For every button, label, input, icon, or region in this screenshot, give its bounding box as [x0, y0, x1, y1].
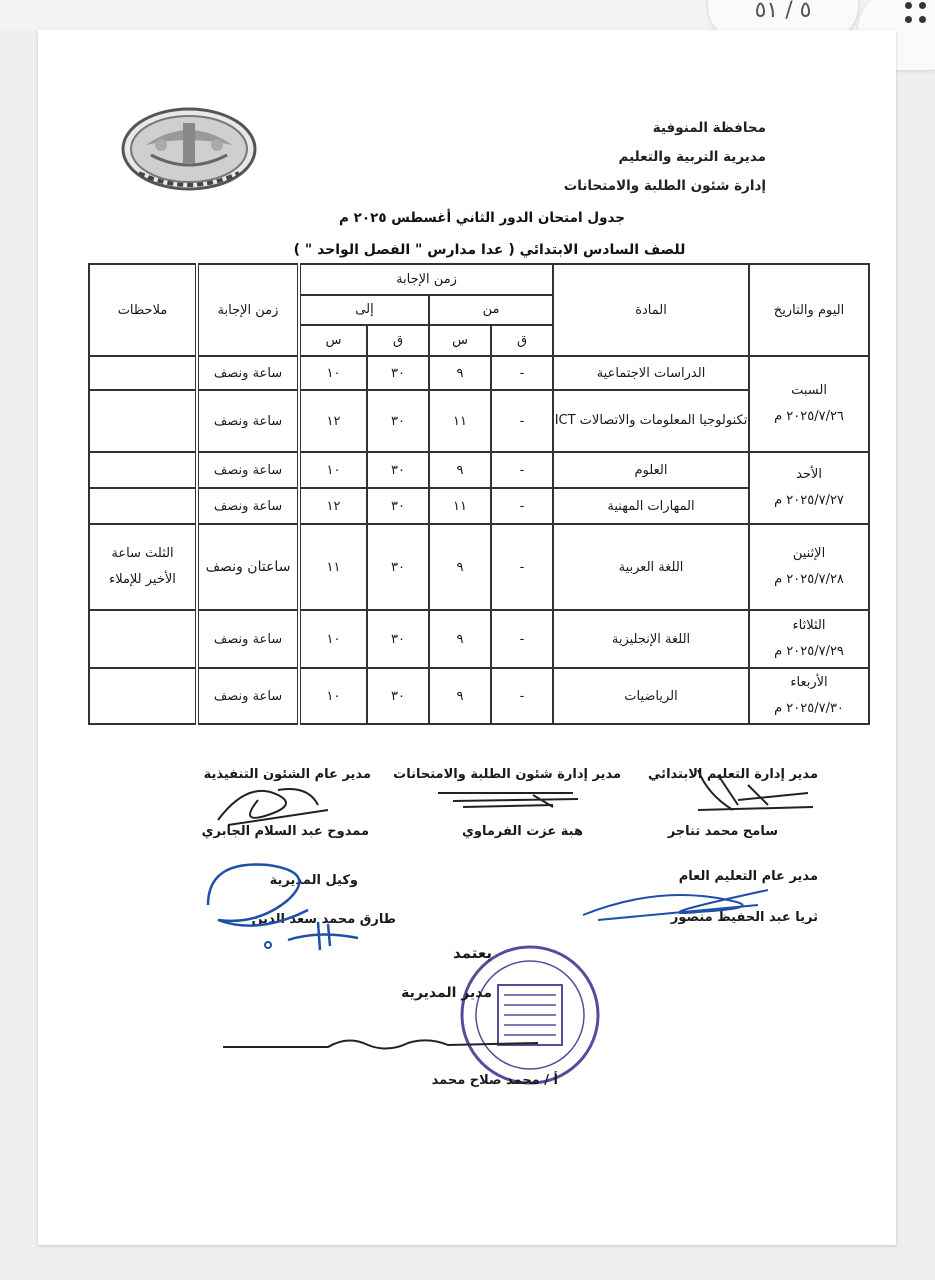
approve-label: يعتمد	[453, 944, 492, 962]
director-name: أ / محمد صلاح محمد	[431, 1073, 558, 1088]
subject-cell: تكنولوجيا المعلومات والاتصالات ICT	[553, 390, 749, 452]
duration-cell: ساعة ونصف	[197, 488, 299, 524]
executive-gm-name: ممدوح عبد السلام الجابري	[201, 824, 369, 839]
from-min-cell: -	[491, 390, 553, 452]
subject-cell: الدراسات الاجتماعية	[553, 356, 749, 390]
subject-cell: العلوم	[553, 452, 749, 488]
to-hour-cell: ١٠	[299, 356, 367, 390]
header-day-date: اليوم والتاريخ	[749, 264, 869, 356]
general-edu-signature	[578, 880, 778, 930]
day-name: السبت	[791, 383, 827, 398]
to-min-cell: ٣٠	[367, 488, 429, 524]
header-to: إلى	[299, 295, 429, 326]
header-time-group: زمن الإجابة	[299, 264, 553, 295]
day-date: ٢٠٢٥/٧/٢٧ م	[774, 493, 844, 508]
executive-gm-title: مدير عام الشئون التنفيذية	[203, 767, 371, 782]
header-from-min: ق	[491, 325, 553, 356]
day-name: الثلاثاء	[792, 618, 826, 633]
day-cell	[749, 452, 869, 524]
page-indicator-text: ٥ / ٥١	[754, 0, 812, 23]
from-hour-cell: ٩	[429, 524, 491, 610]
from-min-cell: -	[491, 668, 553, 724]
schedule-title: جدول امتحان الدور الثاني أغسطس ٢٠٢٥ م	[338, 210, 625, 226]
day-date: ٢٠٢٥/٧/٢٩ م	[774, 644, 844, 659]
from-hour-cell: ٩	[429, 610, 491, 668]
header-to-hour: س	[299, 325, 367, 356]
to-hour-cell: ١٠	[299, 668, 367, 724]
governorate-label: محافظة المنوفية	[652, 120, 766, 136]
to-hour-cell: ١٢	[299, 390, 367, 452]
header-notes: ملاحظات	[89, 264, 197, 356]
deputy-name: طارق محمد سعد الدين	[251, 912, 396, 927]
director-signature	[218, 1025, 538, 1065]
day-cell	[749, 668, 869, 724]
directorate-stamp	[418, 940, 648, 1090]
subject-cell: الرياضيات	[553, 668, 749, 724]
notes-cell	[89, 488, 197, 524]
exam-schedule-table	[88, 263, 870, 725]
duration-cell: ساعة ونصف	[197, 452, 299, 488]
notes-cell	[89, 668, 197, 724]
notes-cell	[89, 356, 197, 390]
duration-cell: ساعة ونصف	[197, 356, 299, 390]
notes-cell	[89, 452, 197, 488]
students-director-title: مدير إدارة شئون الطلبة والامتحانات	[393, 767, 621, 782]
table-row	[89, 452, 869, 488]
duration-cell: ساعة ونصف	[197, 610, 299, 668]
table-row	[89, 668, 869, 724]
to-hour-cell: ١٠	[299, 452, 367, 488]
notes-cell	[89, 390, 197, 452]
subject-cell: المهارات المهنية	[553, 488, 749, 524]
schedule-subtitle: للصف السادس الابتدائي ( عدا مدارس " الفصل الواحد " )	[293, 242, 686, 258]
from-min-cell: -	[491, 524, 553, 610]
to-hour-cell: ١٢	[299, 488, 367, 524]
day-date: ٢٠٢٥/٧/٣٠ م	[774, 701, 844, 716]
day-name: الإثنين	[792, 546, 826, 561]
document-page	[38, 30, 896, 1245]
department-label: إدارة شئون الطلبة والامتحانات	[563, 178, 766, 194]
from-hour-cell: ٩	[429, 668, 491, 724]
header-to-min: ق	[367, 325, 429, 356]
to-min-cell: ٣٠	[367, 356, 429, 390]
subject-cell: اللغة العربية	[553, 524, 749, 610]
general-edu-title: مدير عام التعليم العام	[678, 869, 818, 884]
notes-cell	[89, 610, 197, 668]
to-hour-cell: ١٠	[299, 610, 367, 668]
from-min-cell: -	[491, 488, 553, 524]
header-subject: المادة	[553, 264, 749, 356]
day-cell	[749, 524, 869, 610]
to-min-cell: ٣٠	[367, 524, 429, 610]
day-cell	[749, 610, 869, 668]
day-date: ٢٠٢٥/٧/٢٦ م	[774, 409, 844, 424]
deputy-title: وكيل المديرية	[269, 873, 358, 888]
duration-cell: ساعة ونصف	[197, 390, 299, 452]
primary-director-name: سامح محمد تناجر	[667, 824, 778, 839]
to-min-cell: ٣٠	[367, 610, 429, 668]
to-min-cell: ٣٠	[367, 390, 429, 452]
header-from-hour: س	[429, 325, 491, 356]
directorate-label: مديرية التربية والتعليم	[618, 149, 766, 165]
table-header-row	[89, 264, 869, 295]
primary-director-title: مدير إدارة التعليم الابتدائي	[648, 767, 818, 782]
day-name: الأحد	[796, 467, 822, 482]
general-edu-name: ثريا عبد الحفيظ منصور	[670, 910, 818, 925]
director-title: مدير المديرية	[401, 985, 492, 1001]
from-min-cell: -	[491, 356, 553, 390]
menu-dot	[905, 16, 912, 23]
from-hour-cell: ٩	[429, 452, 491, 488]
to-min-cell: ٣٠	[367, 668, 429, 724]
ministry-logo	[121, 105, 258, 195]
table-row	[89, 524, 869, 610]
to-min-cell: ٣٠	[367, 452, 429, 488]
duration-cell: ساعتان ونصف	[197, 524, 299, 610]
subject-cell: اللغة الإنجليزية	[553, 610, 749, 668]
day-cell	[749, 356, 869, 452]
from-min-cell: -	[491, 452, 553, 488]
table-row	[89, 356, 869, 390]
students-director-signature	[433, 785, 583, 815]
primary-director-signature	[638, 765, 818, 825]
header-duration: زمن الإجابة	[197, 264, 299, 356]
deputy-signature	[198, 850, 378, 960]
from-hour-cell: ١١	[429, 488, 491, 524]
menu-dot	[919, 16, 926, 23]
from-hour-cell: ١١	[429, 390, 491, 452]
header-from: من	[429, 295, 553, 326]
from-hour-cell: ٩	[429, 356, 491, 390]
document-header	[564, 114, 766, 201]
duration-cell: ساعة ونصف	[197, 668, 299, 724]
menu-dot	[919, 2, 926, 9]
table-row	[89, 610, 869, 668]
day-date: ٢٠٢٥/٧/٢٨ م	[774, 572, 844, 587]
menu-dot	[905, 2, 912, 9]
notes-cell: الثلث ساعة الأخير للإملاء	[89, 524, 197, 610]
from-min-cell: -	[491, 610, 553, 668]
day-name: الأربعاء	[790, 675, 828, 690]
students-director-name: هبة عزت الفرماوي	[462, 824, 583, 839]
to-hour-cell: ١١	[299, 524, 367, 610]
